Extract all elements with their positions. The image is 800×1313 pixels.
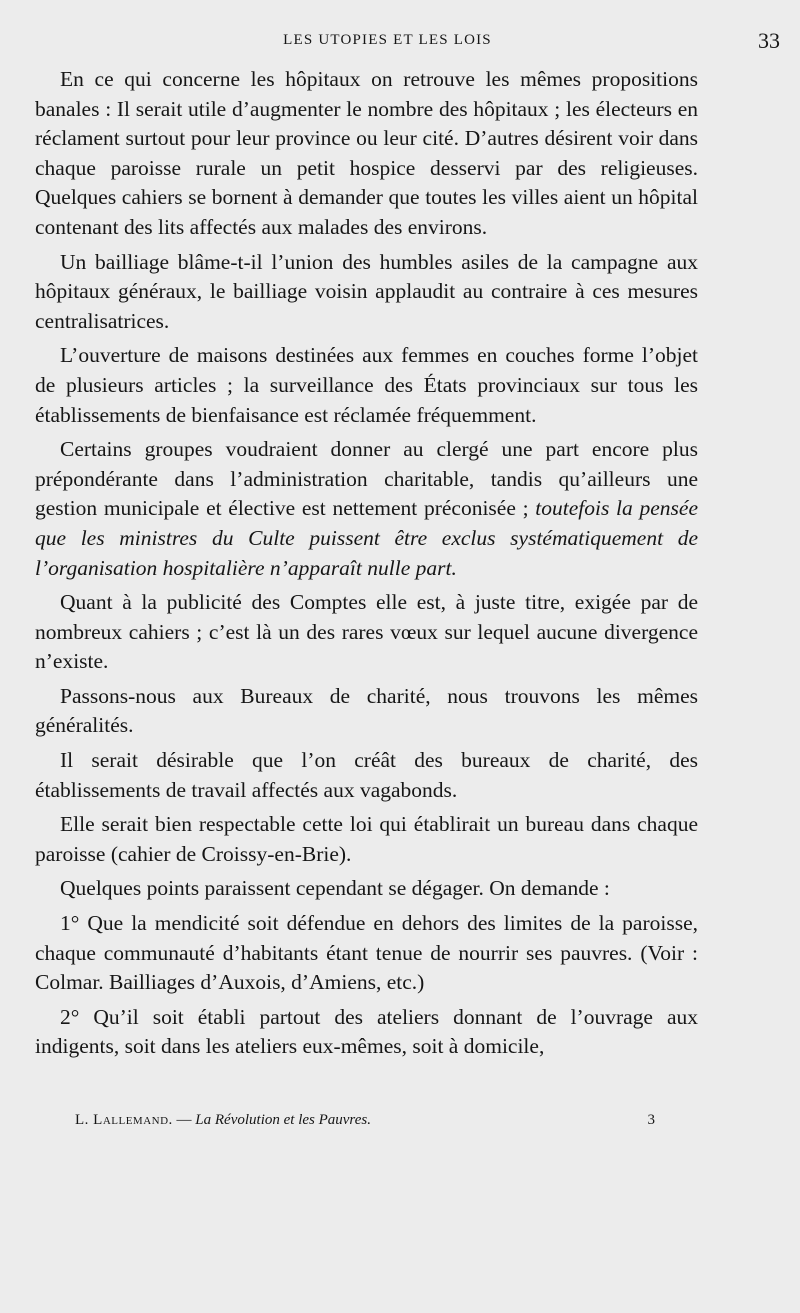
paragraph: L’ouverture de maisons destinées aux femmes en couches forme l’objet de plusieurs articles ; la surveillance des États provinciaux sur tous les établissements de bienfaisance est réclamée fréquemment.	[35, 343, 698, 427]
paragraph-list-item: 2° Qu’il soit établi partout des ateliers donnant de l’ouvrage aux indigents, soit dans les ateliers eux-mêmes, soit à domicile,	[35, 1004, 698, 1059]
signature-mark: 3	[647, 1112, 655, 1128]
body-text	[35, 65, 698, 1062]
paragraph: Passons-nous aux Bureaux de charité, nous trouvons les mêmes généralités.	[35, 683, 698, 738]
footer-dash: —	[172, 1112, 196, 1128]
paragraph: Quelques points paraissent cependant se dégager. On demande :	[60, 876, 610, 901]
paragraph: Il serait désirable que l’on créât des bureaux de charité, des établissements de travail affectés aux vagabonds.	[35, 748, 698, 802]
paragraph: Un bailliage blâme-t-il l’union des humbles asiles de la campagne aux hôpitaux généraux, le bailliage voisin applaudit au contraire à ces mesures centralisatrices.	[35, 249, 698, 333]
paragraph: Quant à la publicité des Comptes elle est, à juste titre, exigée par de nombreux cahiers ; c’est là un des rares vœux sur lequel aucune divergence n’existe.	[35, 590, 698, 674]
paragraph: En ce qui concerne les hôpitaux on retrouve les mêmes propositions banales : Il serait utile d’augmenter le nombre des hôpitaux ; les électeurs en réclament surtout pour leur province ou leur cité. D’autres désirent voir dans chaque paroisse rurale un petit hospice desservi par des religieuses. Quelques cahiers se bornent à demander que toutes les villes aient un hôpital contenant des lits affectés aux malades des environs.	[35, 67, 698, 239]
page-number: 33	[758, 28, 780, 53]
page-footer	[75, 1112, 655, 1136]
page-header	[35, 28, 780, 58]
footer-author: L. Lallemand.	[75, 1112, 173, 1128]
running-title: LES UTOPIES ET LES LOIS	[283, 32, 492, 48]
paragraph-mixed	[35, 435, 698, 583]
paragraph: Elle serait bien respectable cette loi qui établirait un bureau dans chaque paroisse (cahier de Croissy-en-Brie).	[35, 812, 698, 866]
paragraph-list-item: 1° Que la mendicité soit défendue en dehors des limites de la paroisse, chaque communauté d’habitants étant tenue de nourrir ses pauvres. (Voir : Colmar. Bailliages d’Auxois, d’Amiens, etc.)	[35, 911, 698, 995]
paragraph-roman-part: Certains groupes voudraient donner au clergé une part encore plus prépondérante dans l’administration charitable, tandis qu’ailleurs une gestion municipale et élective est nettement préconisée ;	[35, 437, 698, 521]
footer-title: La Révolution et les Pauvres.	[195, 1112, 371, 1128]
paragraph-italic-part: toutefois la pensée que les ministres du Culte puissent être exclus systématiquement de l’organisation hospitalière n’apparaît nulle part.	[35, 496, 698, 580]
